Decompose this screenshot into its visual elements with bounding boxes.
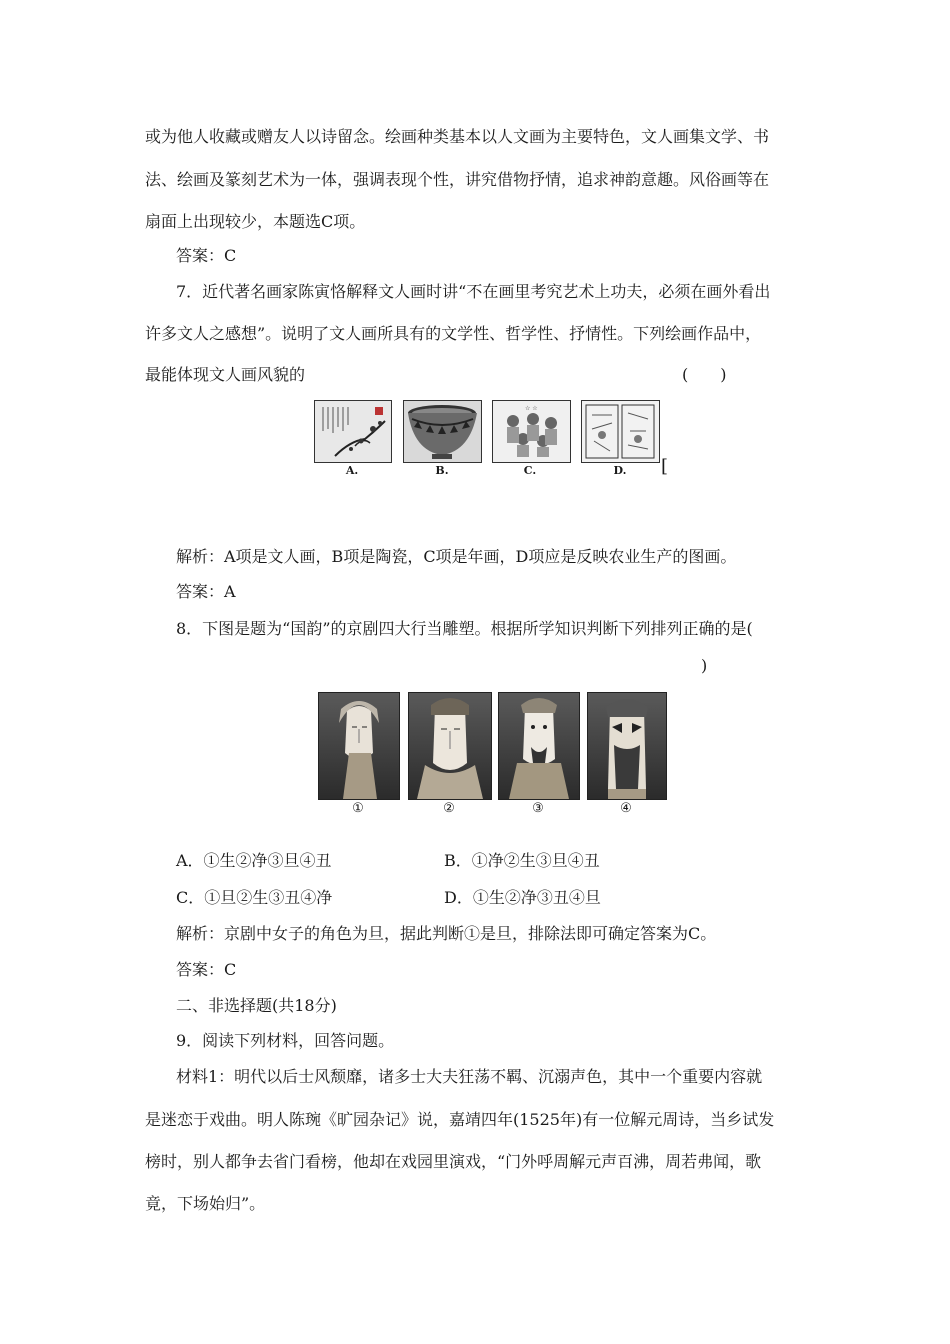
sculpture-4 (587, 692, 667, 800)
figure-8-caption-4: ④ (620, 801, 632, 816)
sculpture-3 (498, 692, 580, 800)
option-a: A．①生②净③旦④丑 (176, 851, 332, 870)
figure-8-caption-1: ① (352, 801, 364, 816)
material-1-line-3: 榜时，别人都争去省门看榜，他却在戏园里演戏，“门外呼周解元声百沸，周若弗闻，歌 (145, 1152, 762, 1171)
figure-7-caption-a: A. (345, 464, 359, 477)
figure-7-caption-d: D. (613, 464, 627, 477)
para-line-1: 或为他人收藏或赠友人以诗留念。绘画种类基本以人文画为主要特色，文人画集文学、书 (145, 127, 770, 146)
option-b: B．①净②生③旦④丑 (444, 851, 600, 870)
figure-7-caption-c: C. (523, 464, 537, 477)
answer-6: 答案：C (176, 246, 237, 265)
para-line-3: 扇面上出现较少，本题选C项。 (145, 212, 366, 231)
figure-7-image-d (581, 400, 660, 463)
answer-8: 答案：C (176, 960, 237, 979)
svg-text:☆ ☆: ☆ ☆ (525, 405, 538, 412)
figure-8-caption-2: ② (443, 801, 455, 816)
sculpture-1 (318, 692, 400, 800)
figure-8-caption-3: ③ (532, 801, 544, 816)
material-1-line-1: 材料1：明代以后士风颓靡，诸多士大夫狂荡不羁、沉溺声色，其中一个重要内容就 (176, 1067, 763, 1086)
option-d: D．①生②净③丑④旦 (444, 888, 601, 907)
analysis-7: 解析：A项是文人画，B项是陶瓷，C项是年画，D项应是反映农业生产的图画。 (176, 547, 737, 566)
figure-7-image-c (492, 400, 571, 463)
material-1-line-4: 竟，下场始归”。 (145, 1194, 266, 1213)
question-7-line-3: 最能体现文人画风貌的 (145, 365, 306, 384)
figure-7-image-b (403, 400, 482, 463)
stray-bracket: [ (661, 456, 669, 477)
option-c: C．①旦②生③丑④净 (176, 888, 333, 907)
answer-7: 答案：A (176, 582, 236, 601)
question-8: 8．下图是题为“国韵”的京剧四大行当雕塑。根据所学知识判断下列排列正确的是( (176, 619, 753, 638)
figure-7-image-a (314, 400, 392, 463)
question-7-paren: ( ) (682, 365, 727, 384)
analysis-8: 解析：京剧中女子的角色为旦，据此判断①是旦，排除法即可确定答案为C。 (176, 924, 717, 943)
question-7-line-2: 许多文人之感想”。说明了文人画所具有的文学性、哲学性、抒情性。下列绘画作品中， (145, 324, 762, 343)
question-8-paren: ) (701, 656, 708, 675)
figure-7-caption-b: B. (435, 464, 449, 477)
material-1-line-2: 是迷恋于戏曲。明人陈琬《旷园杂记》说，嘉靖四年(1525年)有一位解元周诗，当乡试发 (145, 1110, 775, 1129)
para-line-2: 法、绘画及篆刻艺术为一体，强调表现个性，讲究借物抒情，追求神韵意趣。风俗画等在 (145, 170, 770, 189)
question-7-line-1: 7．近代著名画家陈寅恪解释文人画时讲“不在画里考究艺术上功夫，必须在画外看出 (176, 282, 771, 301)
sculpture-2 (408, 692, 492, 800)
section-2-heading: 二、非选择题(共18分) (176, 996, 337, 1015)
question-9: 9．阅读下列材料，回答问题。 (176, 1031, 395, 1050)
